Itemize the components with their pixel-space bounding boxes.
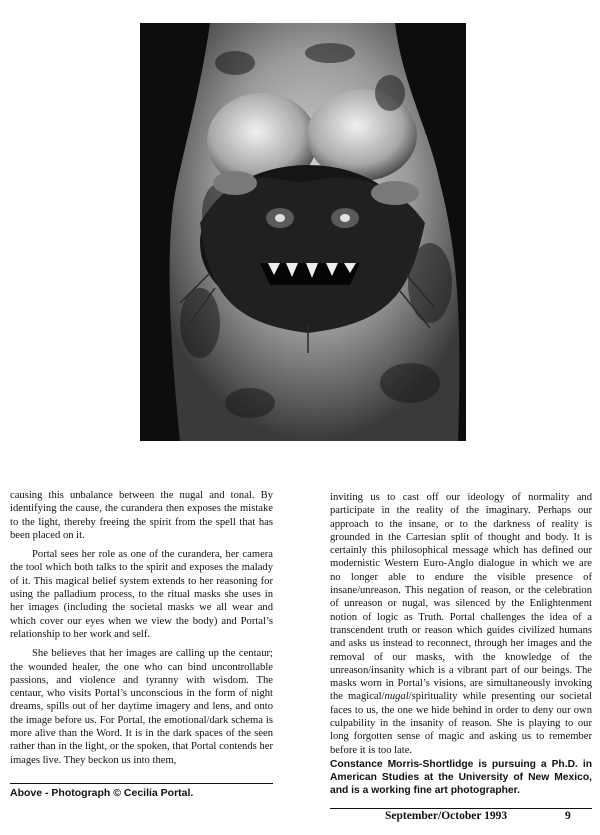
footer-divider [330,808,592,809]
article-paragraph: Portal sees her role as one of the curandera, her camera the tool which both talks to the spirit and exposes the malady of it. This magical belief system extends to her reasoning for using the palladium process, to the ritual masks she uses in her images (including the societal masks we all wear and which cover our eyes when we view the body) and Portal’s relationship to her work and self. [10,549,273,640]
article-right-column [330,491,592,797]
article-paragraph: causing this unbalance between the nugal and tonal. By identifying the cause, the curandera then exposes the mistake to the light, thereby freeing the spirit from the spell that has been placed on it. [10,490,273,541]
issue-date: September/October 1993 [385,810,508,822]
text-before-italic: inviting us to cast off our ideology of normality and participate in the reality of the imaginary. Perhaps our approach to the insane, or to the darkness of reality is grounded in the Cartesian split of thought and body. It is certainly this philosophical message which has defined our modernistic Western Euro-Anglo dialogue in which we are no longer able to endure the visible presence of insane/unreason. This negation of reason, or the celebration of unreason or nugal, was silenced by the Enlightenment notion of logic as Truth. Portal challenges the idea of a transcendent truth or reason which guides civilized humans and asks us instead to reconnect, through her images and the removal of our masks, with the knowledge of the unreason/insanity which is a vibrant part of our beings. The masks worn in Portal’s visions, are simultaneously invoking the magical/ [330,492,592,703]
caption-divider [10,783,273,784]
italic-word: nugal [384,691,409,703]
photo-caption: Above - Photograph © Cecilia Portal. [10,787,194,799]
text-after-italic: /spirituality while presenting our societal faces to us, the one we hide behind in order to deny our own culpability in the insanity of reason. She is playing to our long forgotten sense of magic and asking us to remember before it is too late. [330,691,592,756]
page-number: 9 [565,810,571,822]
article-paragraph: She believes that her images are calling up the centaur; the wounded healer, the one who can bind uncontrollable passions, and violence and tyranny with wisdom. The centaur, who visits Portal’s unconscious in the form of night dreams, spills out of her daytime imagery and lens, and onto the image before us. For Portal, the emotional/dark schema is more alive than the Word. It is in the dark spaces of the seen rather than in the light, or the spoken, that Portal contends her images live. They beckon us into them, [10,648,273,766]
article-left-column [10,489,273,767]
photograph [140,23,466,441]
photograph-image [140,23,466,441]
author-bio: Constance Morris-Shortlidge is pursuing a Ph.D. in American Studies at the University of New Mexico, and is a working fine art photographer. [330,758,592,796]
article-paragraph [330,491,592,757]
